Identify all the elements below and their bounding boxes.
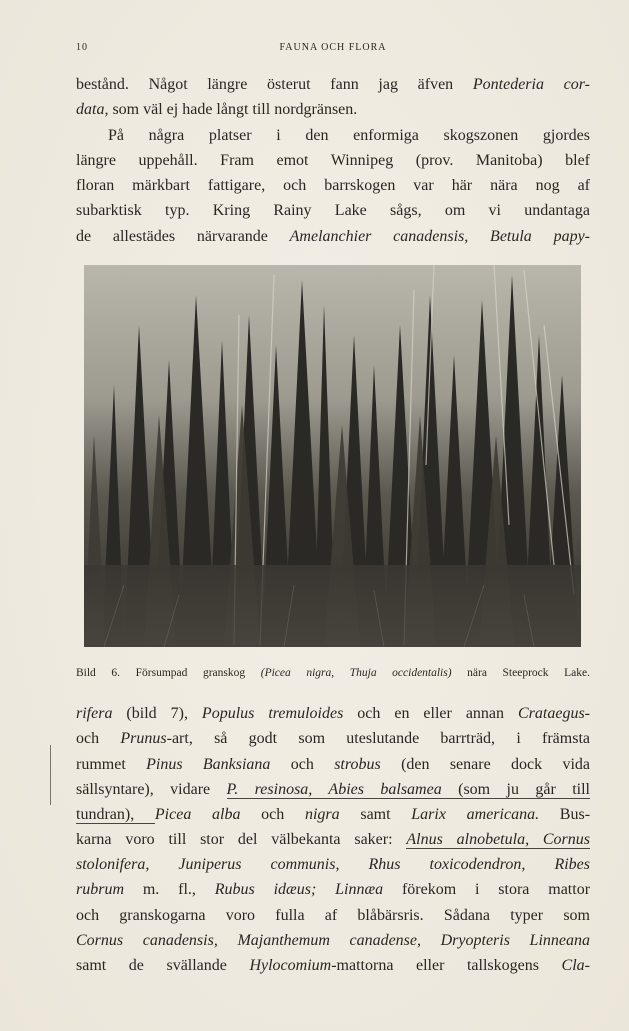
spruce-forest-image	[84, 265, 581, 647]
page-header	[76, 42, 590, 58]
text-line: karna voro till stor del välbekanta saker: Alnus alnobetula, Cornus	[76, 831, 591, 848]
text-line: rubrum m. fl., Rubus idæus; Linnæa förekom i stora mattor	[76, 881, 591, 898]
figure-caption: Bild 6. Försumpad granskog (Picea nigra, Thuja occidentalis) nära Steeprock Lake.	[76, 667, 590, 679]
text-line: floran märkbart fattigare, och barrskogen var här nära nog af	[76, 177, 590, 194]
text-line: och Prunus-art, så godt som uteslutande barrträd, i främsta	[76, 730, 590, 747]
margin-mark	[50, 745, 51, 805]
text-line: sällsyntare), vidare P. resinosa, Abies balsamea (som ju går till	[76, 781, 590, 798]
text-line: data, som väl ej hade långt till nordgränsen.	[76, 101, 358, 118]
text-line: tundran), Picea alba och nigra samt Larix americana. Bus-	[76, 806, 591, 823]
text-line: rifera (bild 7), Populus tremuloides och en eller annan Crataegus-	[76, 705, 590, 722]
text-line: samt de svällande Hylocomium-mattorna eller tallskogens Cla-	[76, 957, 590, 974]
text-line: längre uppehåll. Fram emot Winnipeg (prov. Manitoba) blef	[76, 152, 590, 169]
forest-photograph	[84, 265, 581, 647]
text-line: de allestädes närvarande Amelanchier canadensis, Betula papy-	[76, 228, 590, 245]
text-line: rummet Pinus Banksiana och strobus (den senare dock vida	[76, 756, 590, 773]
text-line: stolonifera, Juniperus communis, Rhus toxicodendron, Ribes	[76, 856, 590, 873]
text-line: subarktisk typ. Kring Rainy Lake sågs, om vi undantaga	[76, 202, 590, 219]
running-title: FAUNA OCH FLORA	[279, 42, 387, 53]
text-line: och granskogarna voro fulla af blåbärsris. Sådana typer som	[76, 907, 590, 924]
text-line: På några platser i den enformiga skogszonen gjordes	[108, 127, 590, 144]
text-line: bestånd. Något längre österut fann jag äfven Pontederia cor-	[76, 76, 590, 93]
page-number: 10	[76, 42, 88, 53]
text-line: Cornus canadensis, Majanthemum canadense, Dryopteris Linneana	[76, 932, 590, 949]
